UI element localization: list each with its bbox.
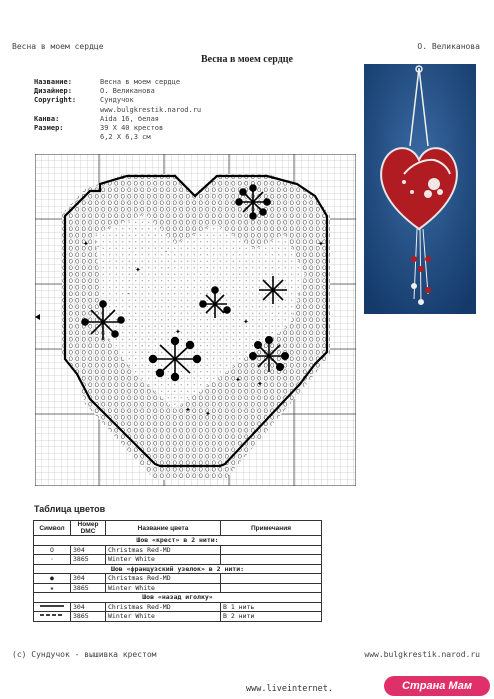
info-key: Дизайнер: (34, 87, 72, 96)
svg-text:✦: ✦ (83, 240, 89, 248)
header-designer: О. Великанова (417, 42, 480, 51)
name-cell: Winter White (106, 555, 221, 565)
dmc-cell: 304 (71, 574, 106, 584)
color-legend-table (33, 520, 322, 622)
note-cell: В 1 нить (221, 602, 322, 612)
name-cell: Christmas Red-MD (106, 602, 221, 612)
note-cell (221, 545, 322, 555)
dmc-cell: 3865 (71, 583, 106, 593)
info-key: Название: (34, 78, 72, 86)
note-cell (221, 574, 322, 584)
chart-svg (35, 154, 356, 486)
page-title: Весна в моем сердце (201, 54, 293, 65)
info-value: 39 X 40 крестов (100, 124, 164, 133)
table-row (34, 545, 322, 555)
info-key: Канва: (34, 114, 60, 123)
info-value: О. Великанова (100, 87, 155, 96)
header-color-name: Название цвета (106, 521, 221, 536)
header-left-title: Весна в моем сердце (12, 42, 104, 51)
svg-text:✦: ✦ (175, 328, 181, 336)
watermark-url: www.liveinternet. (246, 684, 333, 694)
header-notes: Примечания (221, 521, 322, 536)
svg-text:✦: ✦ (205, 410, 211, 418)
legend-title: Таблица цветов (34, 504, 106, 514)
symbol-cell: · (34, 555, 71, 565)
dmc-cell: 304 (71, 602, 106, 612)
info-value: www.bulgkrestik.narod.ru (100, 105, 202, 114)
svg-text:·: · (165, 248, 168, 256)
svg-text:✦: ✦ (185, 406, 191, 414)
info-key: Copyright: (34, 96, 77, 105)
info-key (34, 133, 100, 142)
info-value: Весна в моем сердце (100, 78, 181, 86)
table-row (34, 602, 322, 612)
section-label: Шов «крест» в 2 нити: (34, 536, 322, 546)
svg-text:·: · (97, 243, 100, 251)
cross-stitch-chart (35, 154, 356, 486)
info-value: Сундучок (100, 96, 134, 105)
pattern-info (34, 78, 201, 142)
note-cell (221, 583, 322, 593)
svg-text:✦: ✦ (135, 266, 141, 274)
backstitch-solid-icon (34, 602, 71, 612)
table-row (34, 583, 322, 593)
svg-text:✦: ✦ (318, 240, 324, 248)
info-key: Размер: (34, 124, 64, 133)
table-row (34, 612, 322, 622)
name-cell: Winter White (106, 612, 221, 622)
svg-text:✦: ✦ (235, 376, 241, 384)
finished-ornament-photo (364, 64, 476, 314)
symbol-cell: O (34, 545, 71, 555)
note-cell (221, 555, 322, 565)
name-cell: Christmas Red-MD (106, 574, 221, 584)
header-symbol: Символ (34, 521, 71, 536)
table-row (34, 574, 322, 584)
dmc-cell: 3865 (71, 555, 106, 565)
symbol-cell: ● (34, 574, 71, 584)
dmc-cell: 3865 (71, 612, 106, 622)
symbol-cell: ★ (34, 583, 71, 593)
section-label: Шов «назад иголку» (34, 593, 322, 603)
info-key (34, 106, 100, 115)
header-dmc: Номер DMC (71, 521, 106, 536)
info-value: 6,2 X 6,3 см (100, 133, 151, 142)
backstitch-dashed-icon (34, 612, 71, 622)
svg-text:·: · (127, 290, 130, 298)
footer-url[interactable]: www.bulgkrestik.narod.ru (364, 650, 480, 659)
svg-text:✦: ✦ (243, 318, 249, 326)
dmc-cell: 304 (71, 545, 106, 555)
note-cell: В 2 нити (221, 612, 322, 622)
table-row (34, 555, 322, 565)
name-cell: Christmas Red-MD (106, 545, 221, 555)
footer-copyright: (с) Сундучок - вышивка крестом (12, 650, 157, 659)
watermark-badge: Страна Мам (384, 676, 490, 696)
name-cell: Winter White (106, 583, 221, 593)
svg-text:✦: ✦ (257, 380, 263, 388)
info-value: Aida 16, белая (100, 114, 160, 123)
section-label: Шов «французский узелок» в 2 нити: (34, 564, 322, 574)
